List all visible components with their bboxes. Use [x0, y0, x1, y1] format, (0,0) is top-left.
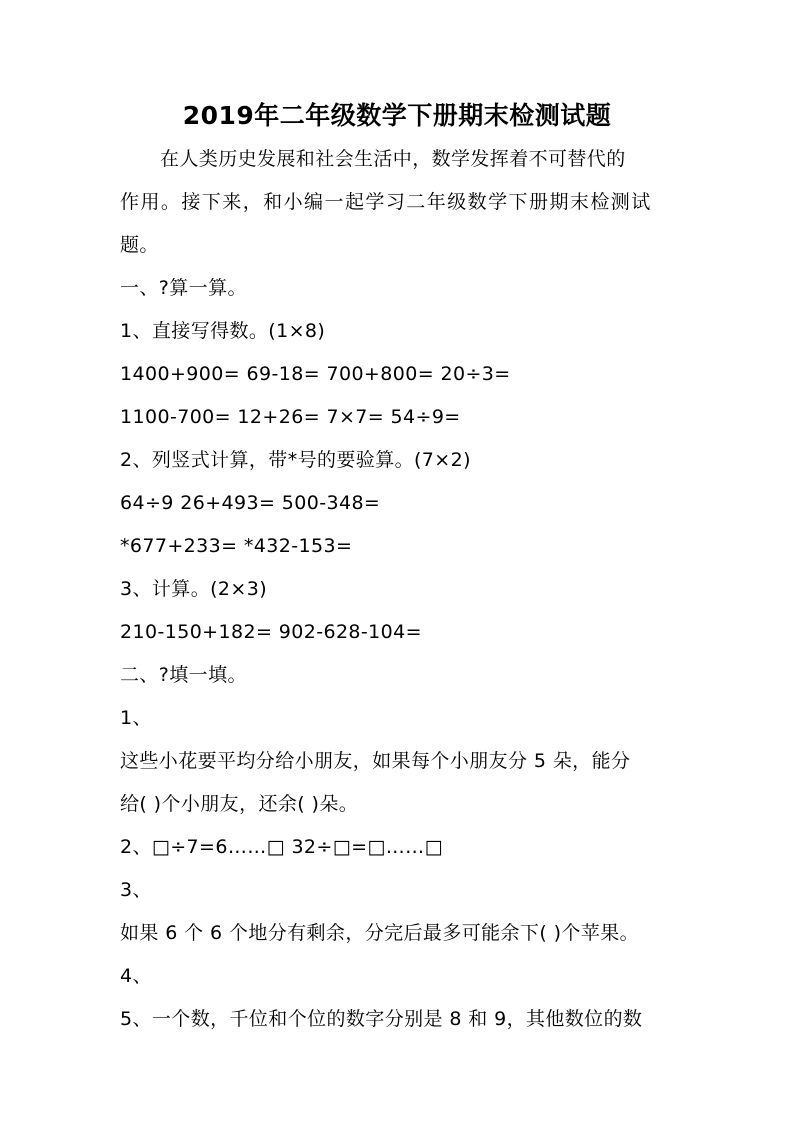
- question-2-1-line-2: 给( )个小朋友，还余( )朵。: [120, 793, 359, 815]
- intro-line-2: 作用。接下来，和小编一起学习二年级数学下册期末检测试: [120, 191, 652, 213]
- question-2-5-line: 5、一个数，千位和个位的数字分别是 8 和 9，其他数位的数: [120, 1008, 643, 1030]
- question-1-2-heading: 2、列竖式计算，带*号的要验算。(7×2): [120, 449, 471, 471]
- question-1-2-line-1: 64÷9 26+493= 500-348=: [120, 492, 381, 514]
- section-two-heading: 二、?填一填。: [120, 664, 247, 686]
- question-1-3-line-1: 210-150+182= 902-628-104=: [120, 621, 422, 643]
- question-1-1-line-2: 1100-700= 12+26= 7×7= 54÷9=: [120, 406, 461, 428]
- question-2-1-number: 1、: [120, 707, 152, 729]
- question-1-3-heading: 3、计算。(2×3): [120, 578, 268, 600]
- question-2-4-number: 4、: [120, 965, 152, 987]
- question-2-3-line: 如果 6 个 6 个地分有剩余，分完后最多可能余下( )个苹果。: [120, 922, 640, 944]
- question-2-1-line-1: 这些小花要平均分给小朋友，如果每个小朋友分 5 朵，能分: [120, 750, 631, 772]
- question-1-1-line-1: 1400+900= 69-18= 700+800= 20÷3=: [120, 363, 511, 385]
- document-title: 2019年二年级数学下册期末检测试题: [182, 101, 612, 130]
- intro-line-3: 题。: [120, 234, 159, 256]
- section-one-heading: 一、?算一算。: [120, 277, 247, 299]
- question-1-2-line-2: *677+233= *432-153=: [120, 535, 353, 557]
- intro-line-1: 在人类历史发展和社会生活中，数学发挥着不可替代的: [160, 148, 626, 170]
- question-2-3-number: 3、: [120, 879, 152, 901]
- question-2-2-line: 2、□÷7=6……□ 32÷□=□……□: [120, 836, 443, 858]
- question-1-1-heading: 1、直接写得数。(1×8): [120, 320, 326, 342]
